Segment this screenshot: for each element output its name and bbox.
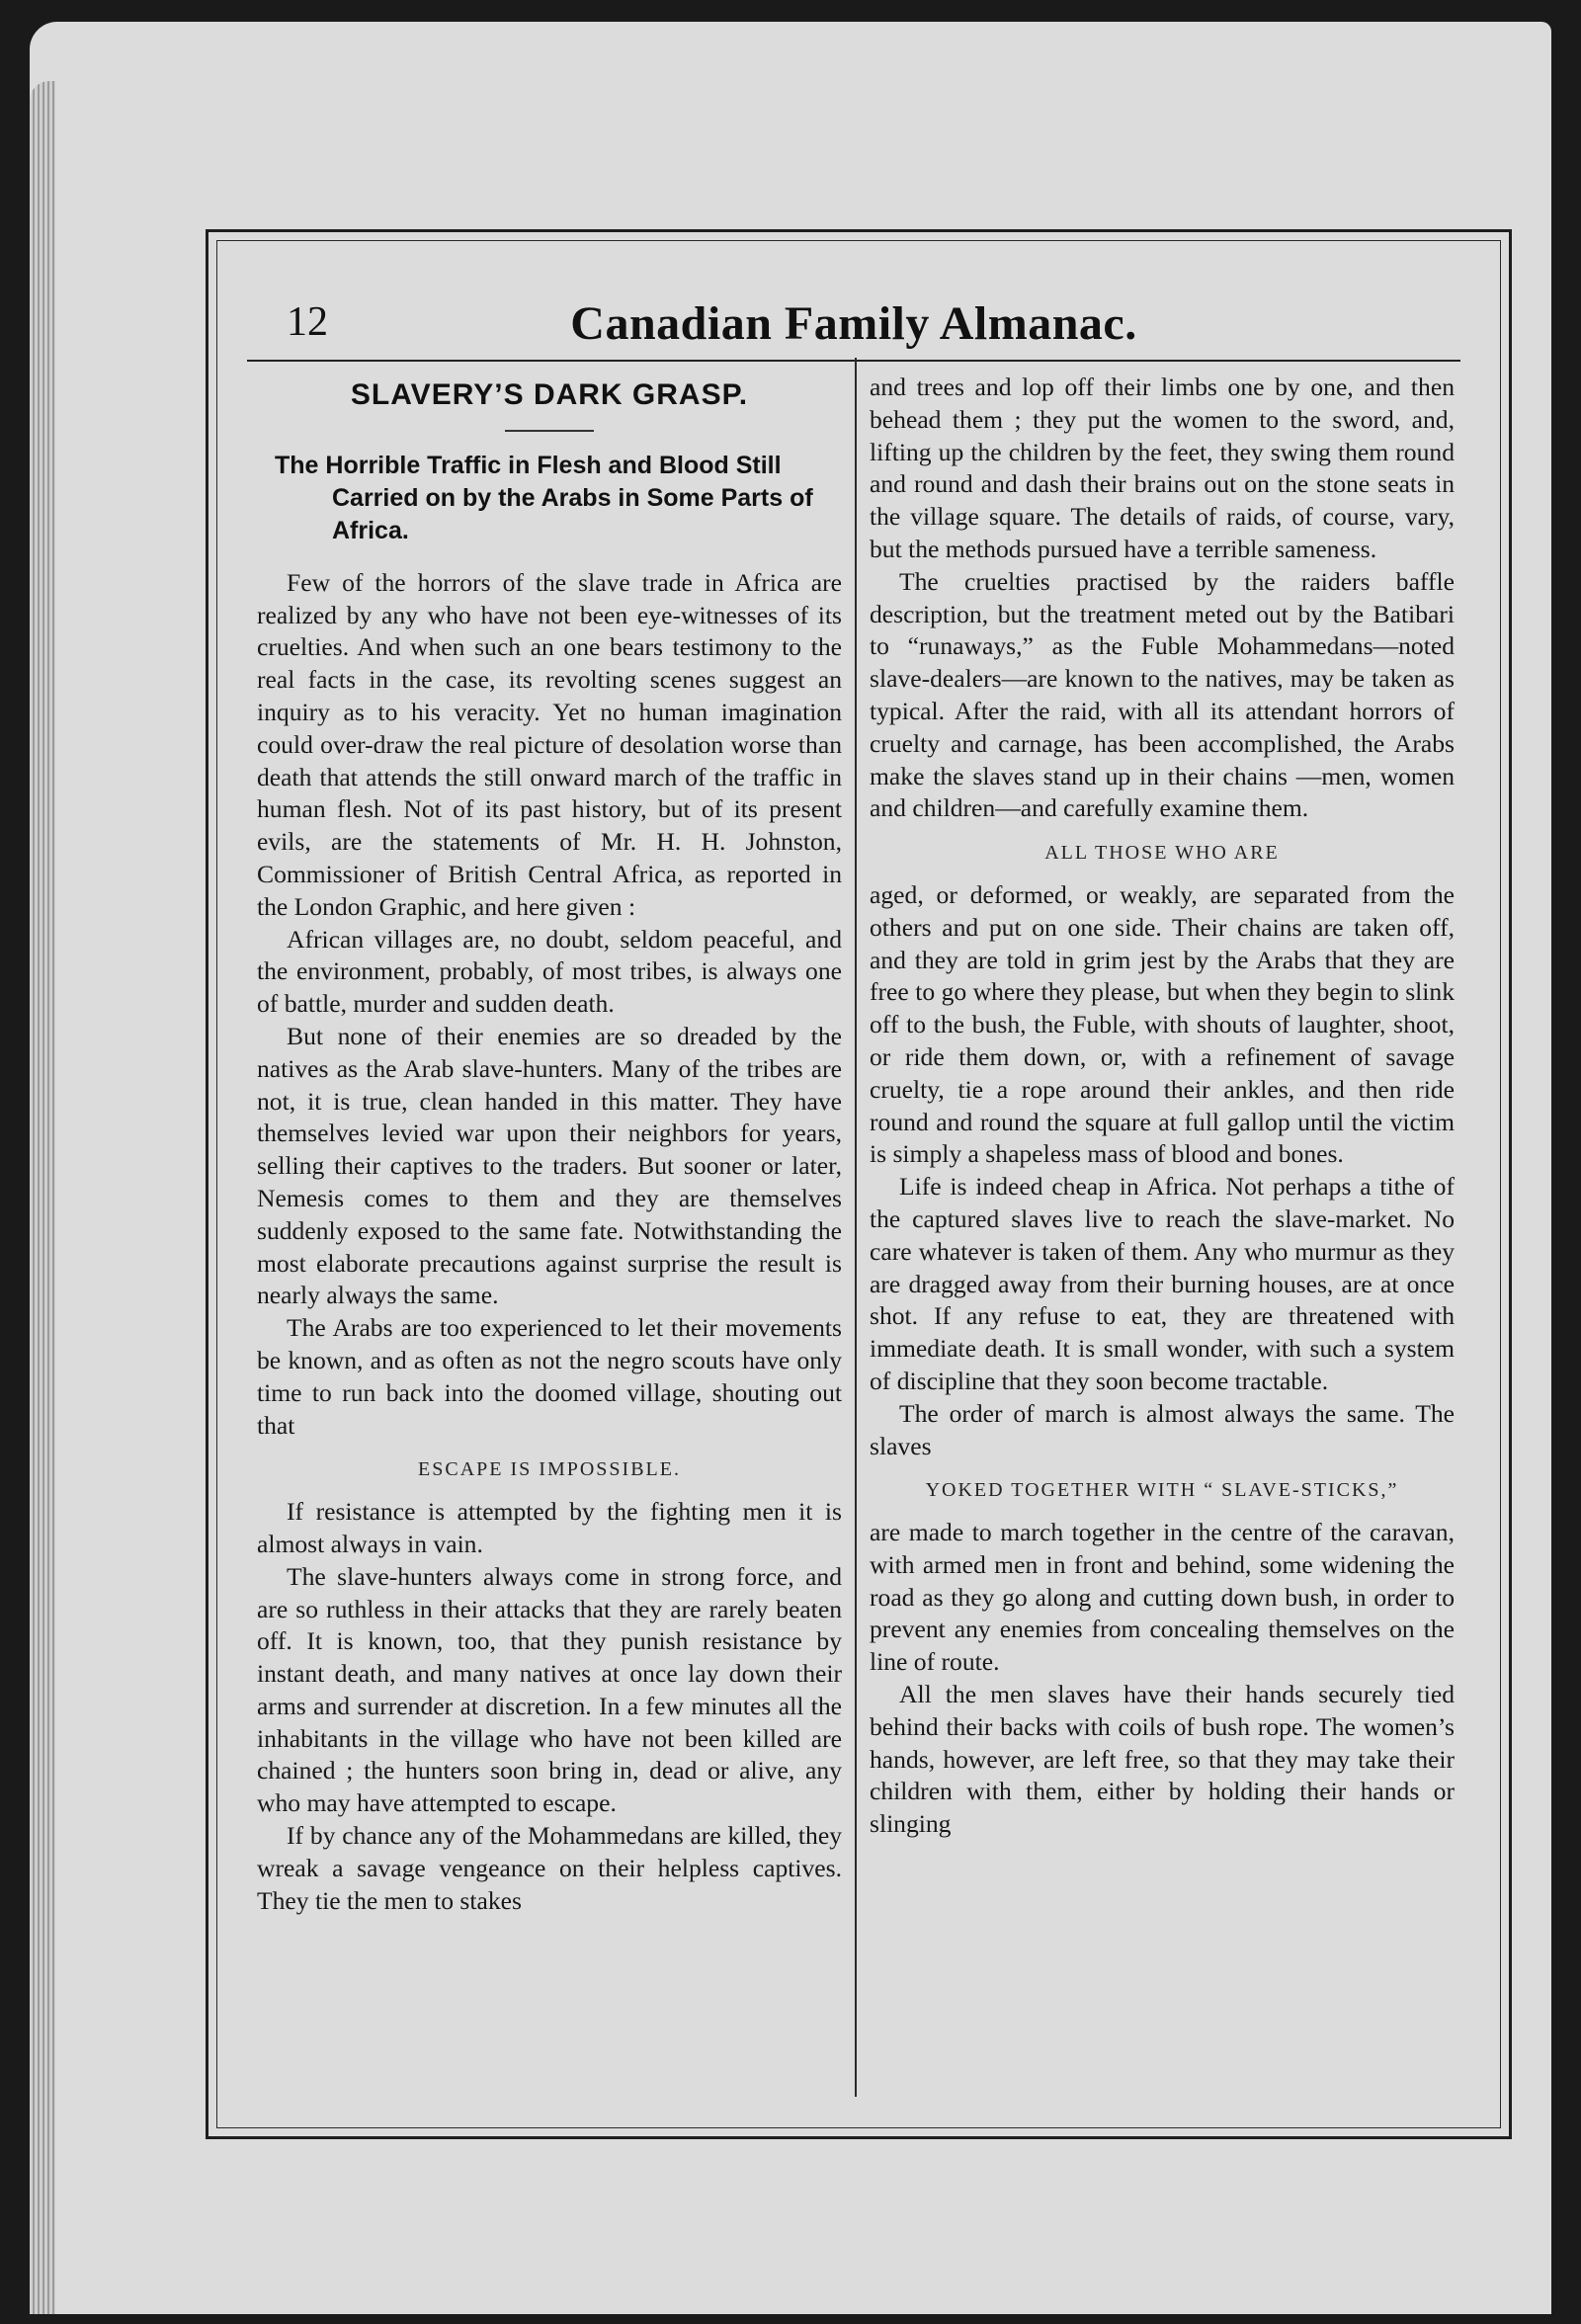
subheading: ALL THOSE WHO ARE xyxy=(1044,842,1280,865)
almanac-page xyxy=(30,22,1551,2314)
page-number: 12 xyxy=(287,299,328,345)
title-rule xyxy=(505,430,594,432)
paragraph: Life is indeed cheap in Africa. Not perhaps a tithe of the captured slaves live to reach the slave-market. No care whatever is taken of them. Any who murmur as they are dragged away from their burning houses, are at once shot. If any refuse to eat, they are threatened with immediate death. It is small wonder, with such a system of discipline that they soon become tractable. xyxy=(870,1172,1455,1395)
article-title: SLAVERY’S DARK GRASP. xyxy=(350,378,749,411)
paragraph: are made to march together in the centre of the caravan, with armed men in front and behind, some widening the road as they go along and cutting down bush, in order to prevent any enemies from concealing themselves on the line of route. xyxy=(870,1518,1455,1677)
paragraph: The order of march is almost always the same. The slaves xyxy=(870,1398,1455,1460)
paragraph: The slave-hunters always come in strong force, and are so ruthless in their attacks that they are rarely beaten off. It is known, too, that they punish resistance by instant death, and many natives at once lay down their arms and surrender at discretion. In a few minutes all the inhabitants in the village who have not been killed are chained ; the hunters soon bring in, dead or alive, any who may have attempted to escape. xyxy=(257,1561,842,1818)
page-frame xyxy=(206,229,1512,2139)
paragraph: If resistance is attempted by the fighting men it is almost always in vain. xyxy=(257,1497,842,1558)
paragraph: African villages are, no doubt, seldom peaceful, and the environment, probably, of most tribes, is always one of battle, murder and sudden death. xyxy=(257,924,842,1019)
paragraph: If by chance any of the Mohammedans are killed, they wreak a savage vengeance on their helpless captives. They tie the men to stakes xyxy=(257,1821,842,1915)
column-rule xyxy=(855,358,857,2097)
paragraph: The Arabs are too experienced to let their movements be known, and as often as not the negro scouts have only time to run back into the doomed village, shouting out that xyxy=(257,1313,842,1440)
paragraph: But none of their enemies are so dreaded by the natives as the Arab slave-hunters. Many of the tribes are not, it is true, clean handed in this matter. They have themselves levied war upon their neighbors for years, selling their captives to the traders. But sooner or later, Nemesis comes to them and they are themselves suddenly exposed to the same fate. Notwithstanding the most elaborate precautions against surprise the result is nearly always the same. xyxy=(257,1021,842,1310)
paragraph: Few of the horrors of the slave trade in Africa are realized by any who have not been eye-witnesses of its cruelties. And when such an one bears testimony to the real facts in the case, its revolting scenes suggest an inquiry as to his veracity. Yet no human imagination could over-draw the real picture of desolation worse than death that attends the still onward march of the traffic in human flesh. Not of its past history, but of its present evils, are the statements of Mr. H. H. Johnston, Commissioner of British Central Africa, as reported in the London Graphic, and here given : xyxy=(257,567,842,921)
subheading: ESCAPE IS IMPOSSIBLE. xyxy=(418,1458,681,1481)
left-column xyxy=(257,372,842,1917)
running-header xyxy=(247,271,1460,362)
paragraph: All the men slaves have their hands securely tied behind their backs with coils of bush rope. The women’s hands, however, are left free, so that they may take their children with them, either by holding their hands or slinging xyxy=(870,1680,1455,1839)
article-deck: The Horrible Traffic in Flesh and Blood Still Carried on by the Arabs in Some Parts of Africa. xyxy=(275,451,813,544)
right-column xyxy=(870,372,1455,1841)
page-frame-inner xyxy=(216,240,1501,2128)
paragraph: aged, or deformed, or weakly, are separated from the others and put on one side. Their chains are taken off, and they are told in grim jest by the Arabs that they are free to go where they please, but when they begin to slink off to the bush, the Fuble, with shouts of laughter, shoot, or ride them down, or, with a refinement of savage cruelty, tie a rope around their ankles, and then ride round and round the square at full gallop until the victim is simply a shapeless mass of blood and bones. xyxy=(870,879,1455,1169)
page-edge xyxy=(30,81,55,2314)
paragraph: The cruelties practised by the raiders baffle description, but the treatment meted out by the Batibari to “runaways,” as the Fuble Mohammedans—noted slave-dealers—are known to the natives, may be taken as typical. After the raid, with all its attendant horrors of cruelty and carnage, has been accomplished, the Arabs make the slaves stand up in their chains —men, women and children—and carefully examine them. xyxy=(870,566,1455,823)
subheading: YOKED TOGETHER WITH “ SLAVE-STICKS,” xyxy=(925,1479,1399,1502)
paragraph: and trees and lop off their limbs one by one, and then behead them ; they put the women to the sword, and, lifting up the children by the feet, they swing them round and round and dash their brains out on the stone seats in the village square. The details of raids, of course, vary, but the methods pursued have a terrible sameness. xyxy=(870,373,1455,563)
running-head-title: Canadian Family Almanac. xyxy=(570,297,1137,350)
